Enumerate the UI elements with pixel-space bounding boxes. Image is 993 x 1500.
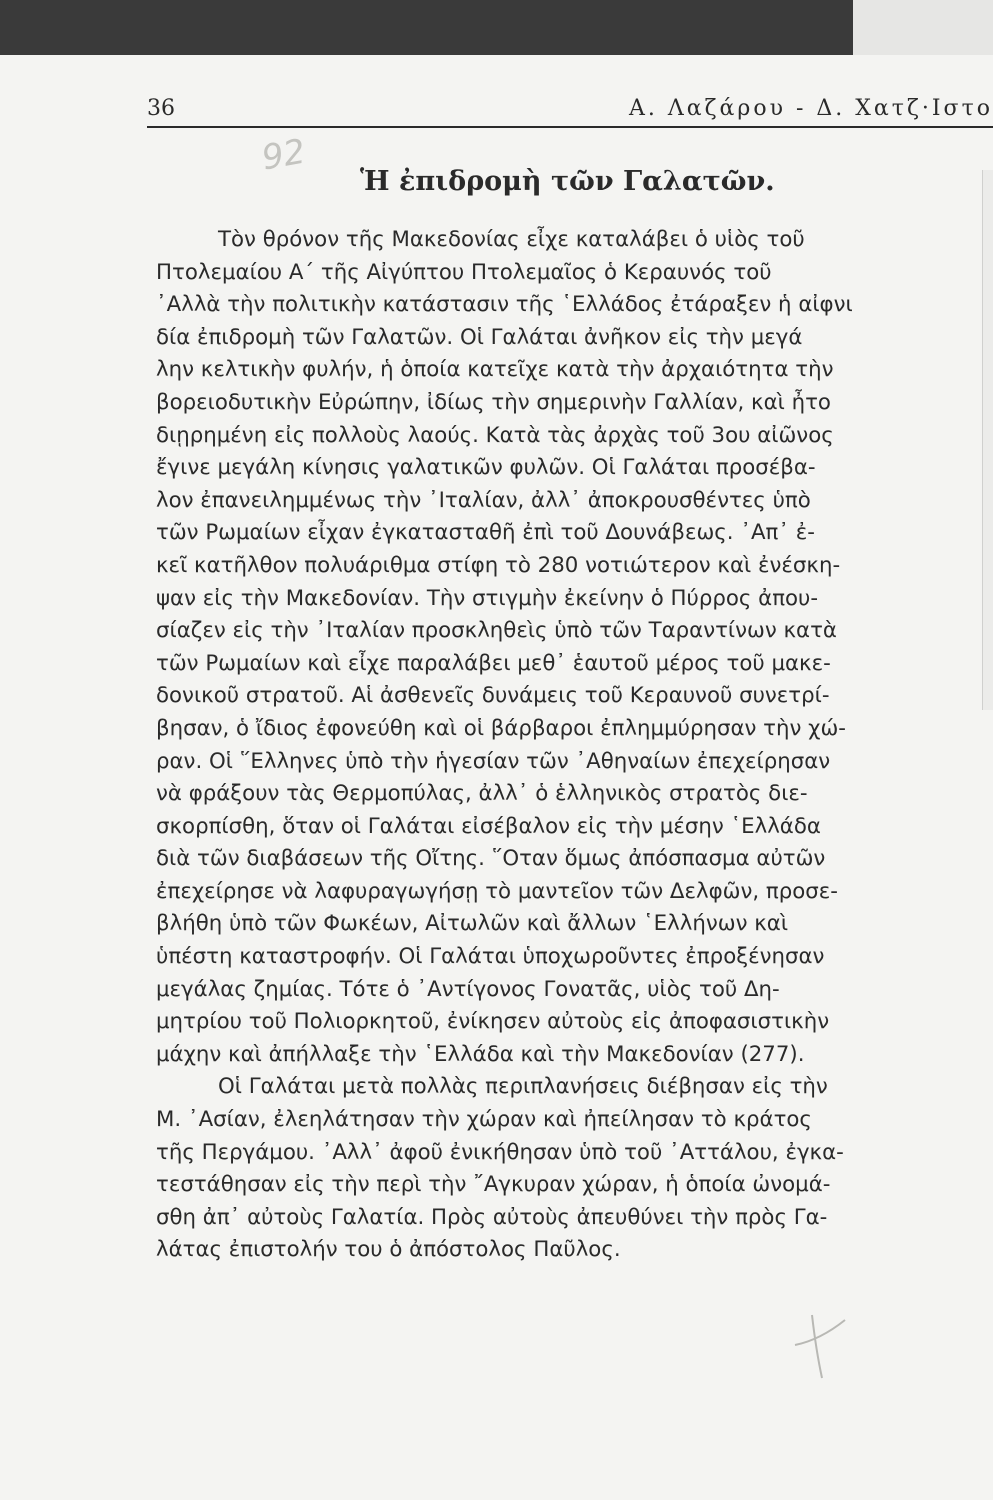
text-line: λην κελτικὴν φυλήν, ἡ ὁποία κατεῖχε κατὰ τὴν ἀρχαιότητα τὴν bbox=[156, 357, 834, 383]
adjacent-page-scrap bbox=[853, 0, 993, 55]
paragraph bbox=[156, 1071, 964, 1267]
header-rule bbox=[147, 126, 993, 128]
text-line: δονικοῦ στρατοῦ. Αἱ ἀσθενεῖς δυνάμεις τοῦ Κεραυνοῦ συνετρί- bbox=[156, 683, 830, 709]
text-line: διῃρημένη εἰς πολλοὺς λαούς. Κατὰ τὰς ἀρχὰς τοῦ 3ου αἰῶνος bbox=[156, 422, 834, 448]
text-line: ψαν εἰς τὴν Μακεδονίαν. Τὴν στιγμὴν ἐκείνην ὁ Πύρρος ἀπου- bbox=[156, 585, 819, 611]
pencil-check-mark bbox=[790, 1300, 870, 1380]
text-line: λάτας ἐπιστολήν του ὁ ἀπόστολος Παῦλος. bbox=[156, 1237, 621, 1263]
text-line: τεστάθησαν εἰς τὴν περὶ τὴν ῎Αγκυραν χώραν, ἡ ὁποία ὠνομά- bbox=[156, 1172, 831, 1198]
pencil-margin-note: 92 bbox=[258, 131, 309, 179]
facing-page-edge bbox=[982, 170, 993, 710]
text-line: ᾿Αλλὰ τὴν πολιτικὴν κατάστασιν τῆς ῾Ελλάδος ἐτάραξεν ἡ αἰφνι bbox=[156, 292, 853, 318]
text-line: δία ἐπιδρομὴ τῶν Γαλατῶν. Οἱ Γαλάται ἀνῆκον εἰς τὴν μεγά bbox=[156, 324, 803, 350]
text-line: λον ἐπανειλημμένως τὴν ᾿Ιταλίαν, ἀλλ᾿ ἀποκρουσθέντες ὑπὸ bbox=[156, 487, 811, 513]
text-line: τῶν Ρωμαίων εἶχαν ἐγκατασταθῆ ἐπὶ τοῦ Δουνάβεως. ᾿Απ᾿ ἐ- bbox=[156, 520, 815, 546]
text-line: σκορπίσθη, ὅταν οἱ Γαλάται εἰσέβαλον εἰς τὴν μέσην ῾Ελλάδα bbox=[156, 813, 821, 839]
text-line: Πτολεμαίου Α΄ τῆς Αἰγύπτου Πτολεμαῖος ὁ Κεραυνός τοῦ bbox=[156, 259, 772, 285]
text-line: Τὸν θρόνον τῆς Μακεδονίας εἶχε καταλάβει ὁ υἱὸς τοῦ bbox=[218, 227, 805, 252]
text-line: ἔγινε μεγάλη κίνησις γαλατικῶν φυλῶν. Οἱ Γαλάται προσέβα- bbox=[156, 455, 816, 481]
running-head: Α. Λαζάρου - Δ. Χατζ·Ιστο bbox=[629, 96, 993, 121]
text-line: μεγάλας ζημίας. Τότε ὁ ᾿Αντίγονος Γονατᾶς, υἱὸς τοῦ Δη- bbox=[156, 976, 780, 1002]
page-number: 36 bbox=[147, 96, 175, 121]
text-line: μητρίου τοῦ Πολιορκητοῦ, ἐνίκησεν αὐτοὺς εἰς ἀποφασιστικὴν bbox=[156, 1009, 830, 1035]
text-line: τῶν Ρωμαίων καὶ εἶχε παραλάβει μεθ᾿ ἑαυτοῦ μέρος τοῦ μακε- bbox=[156, 650, 831, 676]
text-line: σθη ἀπ᾿ αὐτοὺς Γαλατία. Πρὸς αὐτοὺς ἀπευθύνει τὴν πρὸς Γα- bbox=[156, 1204, 828, 1230]
text-line: Οἱ Γαλάται μετὰ πολλὰς περιπλανήσεις διέβησαν εἰς τὴν bbox=[218, 1074, 828, 1100]
text-line: βησαν, ὁ ἴδιος ἐφονεύθη καὶ οἱ βάρβαροι ἐπλημμύρησαν τὴν χώ- bbox=[156, 715, 846, 741]
paragraph bbox=[156, 224, 964, 1071]
text-line: νὰ φράξουν τὰς Θερμοπύλας, ἀλλ᾿ ὁ ἑλληνικὸς στρατὸς διε- bbox=[156, 781, 808, 807]
text-line: ἐπεχείρησε νὰ λαφυραγωγήσῃ τὸ μαντεῖον τῶν Δελφῶν, προσε- bbox=[156, 878, 838, 904]
text-line: κεῖ κατῆλθον πολυάριθμα στίφη τὸ 280 νοτιώτερον καὶ ἐνέσκη- bbox=[156, 552, 841, 578]
text-line: βορειοδυτικὴν Εὐρώπην, ἰδίως τὴν σημερινὴν Γαλλίαν, καὶ ἦτο bbox=[156, 389, 831, 415]
text-line: βλήθη ὑπὸ τῶν Φωκέων, Αἰτωλῶν καὶ ἄλλων ῾Ελλήνων καὶ bbox=[156, 911, 789, 937]
text-line: Μ. ᾿Ασίαν, ἐλεηλάτησαν τὴν χώραν καὶ ἠπείλησαν τὸ κράτος bbox=[156, 1107, 812, 1133]
body-text bbox=[156, 224, 964, 1267]
text-line: τῆς Περγάμου. ᾿Αλλ᾿ ἀφοῦ ἐνικήθησαν ὑπὸ τοῦ ᾿Αττάλου, ἐγκα- bbox=[156, 1139, 844, 1165]
text-line: ραν. Οἱ ῞Ελληνες ὑπὸ τὴν ἡγεσίαν τῶν ᾿Αθηναίων ἐπεχείρησαν bbox=[156, 748, 831, 774]
text-line: μάχην καὶ ἀπήλλαξε τὴν ῾Ελλάδα καὶ τὴν Μακεδονίαν (277). bbox=[156, 1041, 805, 1067]
text-line: ὑπέστη καταστροφήν. Οἱ Γαλάται ὑποχωροῦντες ἐπροξένησαν bbox=[156, 944, 825, 970]
text-line: διὰ τῶν διαβάσεων τῆς Οἴτης. ῞Οταν ὅμως ἀπόσπασμα αὐτῶν bbox=[156, 846, 826, 872]
section-title: Ἡ ἐπιδρομὴ τῶν Γαλατῶν. bbox=[360, 166, 775, 197]
text-line: σίαζεν εἰς τὴν ᾿Ιταλίαν προσκληθεὶς ὑπὸ τῶν Ταραντίνων κατὰ bbox=[156, 618, 837, 644]
